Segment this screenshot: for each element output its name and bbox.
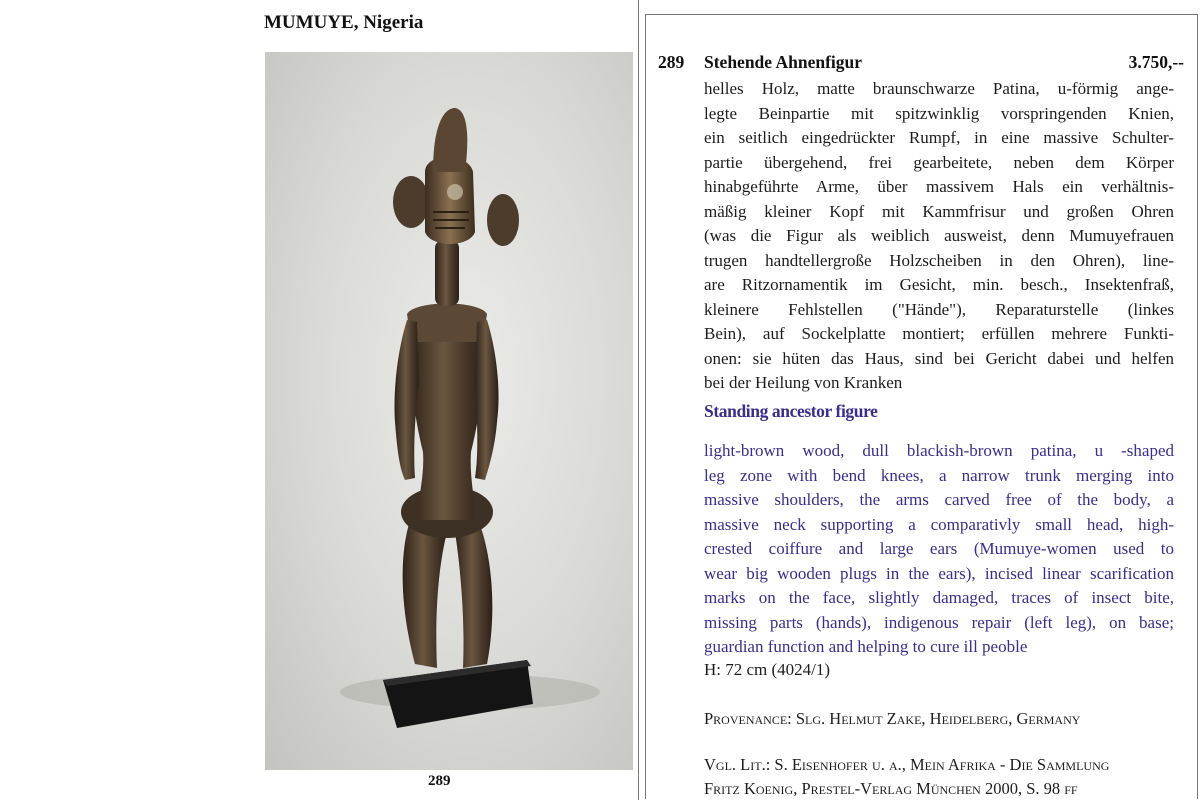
description-line: legte Beinpartie mit spitzwinklig vorspringenden Knien, (704, 103, 1174, 123)
description-line: marks on the face, slightly damaged, traces of insect bite, (704, 588, 1174, 607)
measurement: H: 72 cm (4024/1) (704, 660, 831, 679)
literature-line: Fritz Koenig, Prestel-Verlag München 2000, S. 98 ff (704, 779, 1078, 798)
description-line: helles Holz, matte braunschwarze Patina, u-förmig ange- (704, 79, 1174, 98)
literature-line: Vgl. Lit.: S. Eisenhofer u. a., Mein Afrika - Die Sammlung (704, 755, 1110, 774)
description-line: hinabgeführte Arme, über massivem Hals ein verhältnis- (704, 177, 1174, 196)
description-line: onen: sie hüten das Haus, sind bei Gericht dabei und helfen (704, 348, 1174, 368)
english-title: Standing ancestor figure (704, 401, 878, 421)
description-line: leg zone with bend knees, a narrow trunk merging into (704, 465, 1174, 485)
description-line: (was die Figur als weiblich ausweist, denn Mumuyefrauen (704, 226, 1174, 245)
description-line: partie übergehend, frei gearbeitete, neben dem Körper (704, 152, 1174, 172)
lot-title: Stehende Ahnenfigur (704, 52, 863, 72)
description-line: crested coiffure and large ears (Mumuye-women used to (704, 539, 1174, 558)
german-description (704, 77, 1174, 396)
description-line: light-brown wood, dull blackish-brown patina, u -shaped (704, 441, 1174, 460)
provenance: Provenance: Slg. Helmut Zake, Heidelberg, Germany (704, 709, 1081, 728)
lot-header (658, 52, 1184, 74)
description-line: bei der Heilung von Kranken (704, 373, 903, 392)
description-line: are Ritzornamentik im Gesicht, min. besch., Insektenfraß, (704, 275, 1174, 294)
lot-number: 289 (658, 52, 685, 72)
plate-number: 289 (428, 773, 451, 789)
mumuye-figure-image (265, 52, 633, 770)
description-line: massive shoulders, the arms carved free of the body, a (704, 490, 1174, 509)
page-header-title: MUMUYE, Nigeria (264, 12, 424, 33)
right-catalog-page (645, 14, 1198, 799)
description-line: mäßig kleiner Kopf mit Kammfrisur und großen Ohren (704, 201, 1174, 221)
sculpture-photo (265, 52, 633, 770)
description-line: missing parts (hands), indigenous repair (left leg), on base; (704, 612, 1174, 632)
description-line: wear big wooden plugs in the ears), incised linear scarification (704, 563, 1174, 583)
description-line: trugen handtellergroße Holzscheiben in den Ohren), line- (704, 250, 1174, 270)
english-description (704, 439, 1174, 660)
literature-reference (704, 753, 1174, 801)
description-line: guardian function and helping to cure ill peoble (704, 637, 1028, 656)
lot-price: 3.750,-- (1128, 52, 1184, 72)
description-line: ein seitlich eingedrückter Rumpf, in eine massive Schulter- (704, 128, 1174, 147)
description-line: Bein), auf Sockelplatte montiert; erfüllen mehrere Funkti- (704, 324, 1174, 343)
description-line: massive neck supporting a comparativly small head, high- (704, 514, 1174, 534)
description-line: kleinere Fehlstellen ("Hände"), Reparaturstelle (linkes (704, 299, 1174, 319)
